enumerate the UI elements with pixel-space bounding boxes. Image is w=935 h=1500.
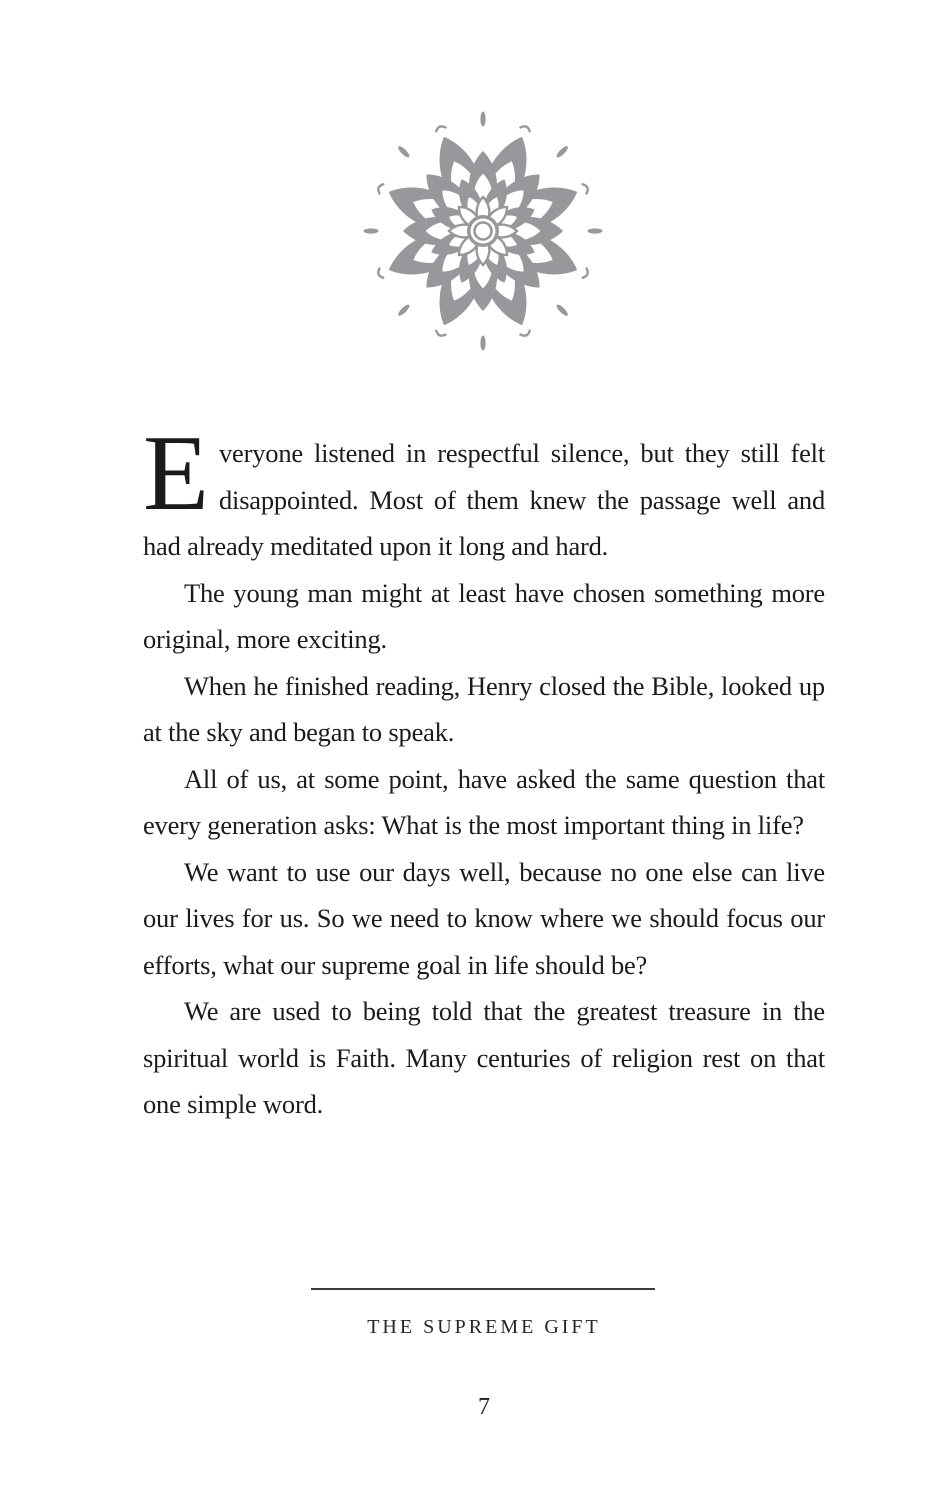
paragraph [143, 988, 825, 1128]
paragraph [143, 570, 825, 663]
footer-divider [311, 1288, 655, 1290]
paragraph-text: When he finished reading, Henry closed the Bible, looked up at the sky and began to speak. [143, 670, 825, 747]
page-number: 7 [478, 1394, 490, 1420]
drop-cap: E [143, 414, 209, 533]
paragraph-text: veryone listened in respectful silence, but they still felt disappointed. Most of them knew the passage well and had already meditated upon it long and hard. [143, 438, 825, 561]
chapter-ornament [358, 106, 608, 356]
running-title: THE SUPREME GIFT [367, 1316, 601, 1338]
paragraph [143, 756, 825, 849]
paragraph-text: We want to use our days well, because no one else can live our lives for us. So we need to know where we should focus our efforts, what our supreme goal in life should be? [143, 856, 825, 980]
paragraph [143, 849, 825, 989]
mandala-flower-icon [358, 106, 608, 356]
paragraph [143, 414, 825, 570]
paragraph-text: We are used to being told that the greatest treasure in the spiritual world is Faith. Many centuries of religion rest on that one simple word. [143, 996, 825, 1119]
paragraph [143, 663, 825, 756]
paragraph-text: All of us, at some point, have asked the same question that every generation asks: What is the most important thing in life? [143, 763, 825, 840]
paragraph-text: The young man might at least have chosen something more original, more exciting. [143, 577, 825, 654]
body-text [143, 414, 825, 1128]
